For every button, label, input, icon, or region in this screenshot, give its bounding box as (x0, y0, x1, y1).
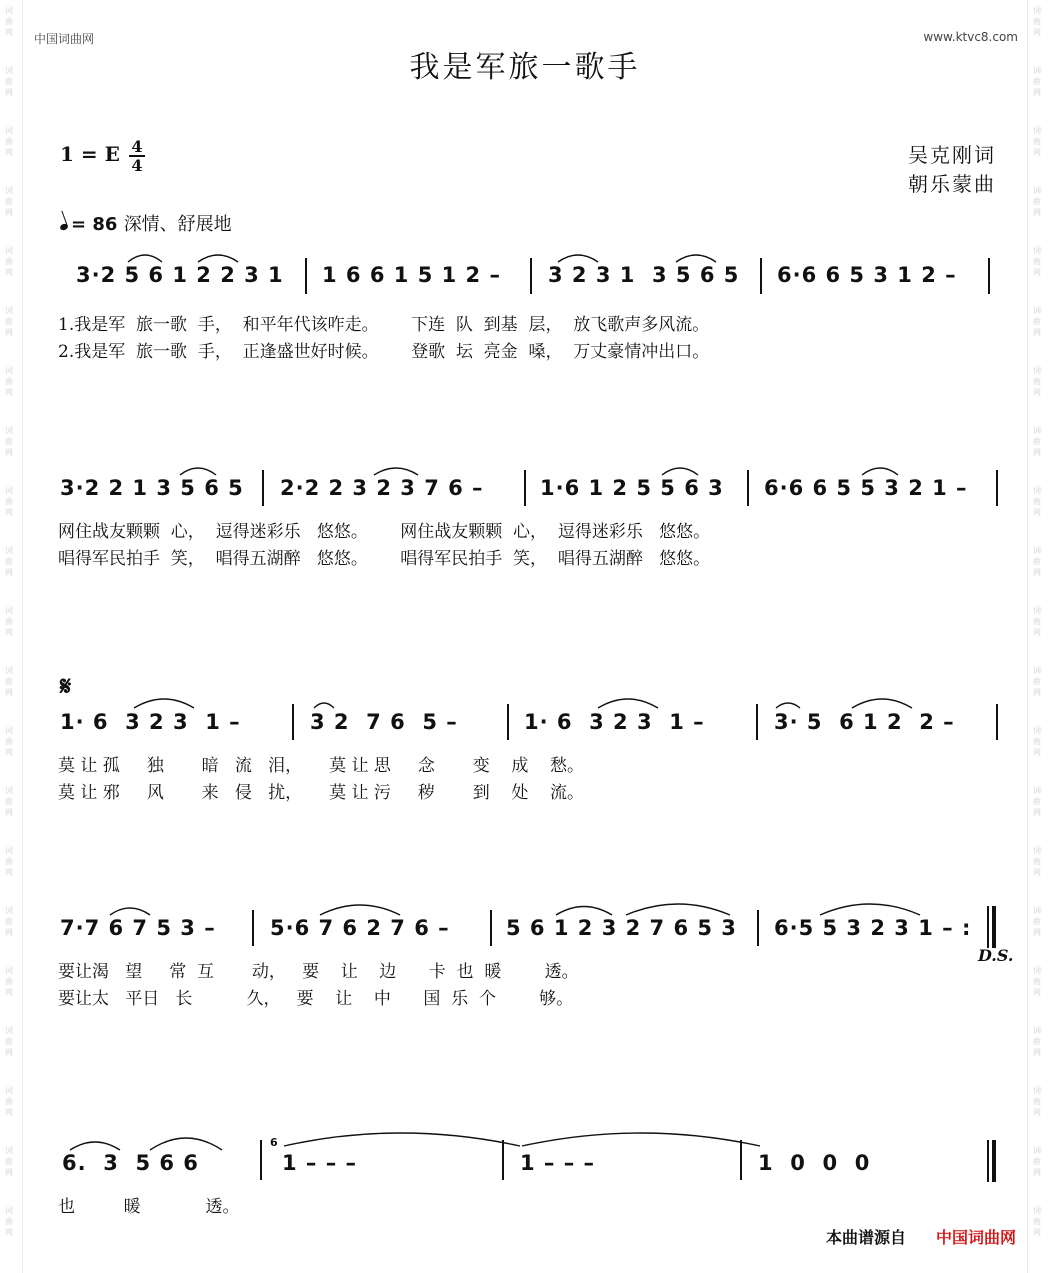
watermark-char: 词 (1033, 546, 1041, 555)
watermark-char: 词 (5, 306, 13, 315)
watermark-char: 词 (1033, 666, 1041, 675)
watermark-char: 词 (1033, 786, 1041, 795)
watermark-char: 词 (5, 1206, 13, 1215)
key-signature: 1 = E (60, 142, 120, 166)
lyric-line-1: 也 暖 透。 (58, 1197, 240, 1217)
watermark-char: 网 (1033, 28, 1041, 37)
tempo-expression: 深情、舒展地 (123, 214, 232, 235)
watermark-char: 曲 (5, 137, 13, 146)
watermark-char: 网 (5, 928, 13, 937)
watermark-char: 曲 (1033, 497, 1041, 506)
watermark-char: 曲 (1033, 917, 1041, 926)
watermark-char: 网 (5, 448, 13, 457)
watermark-char: 曲 (1033, 617, 1041, 626)
watermark-char: 曲 (1033, 437, 1041, 446)
watermark-char: 词 (1033, 966, 1041, 975)
watermark-char: 词 (5, 726, 13, 735)
watermark-char: 词 (5, 1026, 13, 1035)
watermark-char: 词 (5, 6, 13, 15)
watermark-char: 曲 (5, 257, 13, 266)
measure-19: 1 – – – (520, 1151, 596, 1175)
measure-13: 7·7 6 7 5 3 – (60, 916, 216, 940)
watermark-char: 曲 (1033, 1157, 1041, 1166)
watermark-char: 词 (5, 126, 13, 135)
site-url-right: www.ktvc8.com (923, 30, 1018, 44)
watermark-char: 曲 (5, 617, 13, 626)
measure-12: 3· 5 6 1 2 2 – (774, 710, 955, 734)
watermark-char: 词 (1033, 126, 1041, 135)
watermark-char: 网 (1033, 928, 1041, 937)
watermark-char: 曲 (5, 857, 13, 866)
lyric-line-1: 莫 让 孤 独 暗 流 泪， 莫 让 思 念 变 成 愁。 (58, 756, 584, 776)
watermark-char: 网 (1033, 448, 1041, 457)
measure-9: 1· 6 3 2 3 1 – (60, 710, 241, 734)
watermark-char: 曲 (5, 677, 13, 686)
watermark-char: 词 (1033, 846, 1041, 855)
watermark-char: 曲 (1033, 137, 1041, 146)
watermark-char: 词 (5, 1086, 13, 1095)
watermark-char: 曲 (1033, 677, 1041, 686)
dal-segno-mark: D.S. (978, 946, 1014, 965)
watermark-char: 网 (1033, 1048, 1041, 1057)
watermark-char: 曲 (5, 1037, 13, 1046)
measure-5: 3·2 2 1 3 5 6 5 (60, 476, 244, 500)
lyric-line-2: 莫 让 邪 风 来 侵 扰， 莫 让 污 秽 到 处 流。 (58, 783, 584, 803)
measure-20: 1 0 0 0 (758, 1151, 871, 1175)
watermark-char: 词 (1033, 246, 1041, 255)
watermark-char: 词 (1033, 6, 1041, 15)
watermark-char: 网 (5, 868, 13, 877)
watermark-char: 网 (5, 148, 13, 157)
watermark-char: 网 (5, 808, 13, 817)
watermark-char: 网 (5, 628, 13, 637)
watermark-char: 网 (1033, 1228, 1041, 1237)
watermark-char: 词 (5, 786, 13, 795)
watermark-char: 词 (5, 186, 13, 195)
watermark-char: 网 (5, 568, 13, 577)
watermark-char: 曲 (5, 437, 13, 446)
lyric-line-2: 要让太 平日 长 久， 要 让 中 国 乐 个 够。 (58, 989, 574, 1009)
watermark-char: 曲 (5, 737, 13, 746)
measure-1: 3·2 5 6 1 2 2 3 1 (76, 263, 284, 287)
measure-3: 3 2 3 1 3 5 6 5 (548, 263, 740, 287)
watermark-char: 网 (5, 88, 13, 97)
watermark-char: 网 (1033, 808, 1041, 817)
watermark-char: 网 (1033, 208, 1041, 217)
watermark-char: 词 (1033, 366, 1041, 375)
watermark-char: 网 (1033, 508, 1041, 517)
composer-credit: 朝乐蒙曲 (908, 172, 996, 196)
watermark-char: 网 (1033, 748, 1041, 757)
measure-10: 3 2 7 6 5 – (310, 710, 458, 734)
watermark-char: 网 (5, 28, 13, 37)
watermark-char: 词 (1033, 426, 1041, 435)
watermark-char: 曲 (1033, 257, 1041, 266)
watermark-char: 网 (5, 268, 13, 277)
time-signature-bottom: 4 (131, 156, 143, 175)
watermark-char: 网 (1033, 1108, 1041, 1117)
watermark-char: 网 (5, 1048, 13, 1057)
watermark-char: 词 (1033, 1026, 1041, 1035)
measure-11: 1· 6 3 2 3 1 – (524, 710, 705, 734)
watermark-char: 网 (1033, 688, 1041, 697)
lyric-line-1: 1.我是军 旅一歌 手， 和平年代该咋走。 下连 队 到基 层， 放飞歌声多风流。 (58, 315, 710, 335)
watermark-char: 词 (1033, 606, 1041, 615)
watermark-char: 词 (1033, 1206, 1041, 1215)
watermark-char: 曲 (5, 917, 13, 926)
watermark-char: 网 (5, 388, 13, 397)
measure-15: 5 6 1 2 3 2 7 6 5 3 (506, 916, 737, 940)
watermark-char: 词 (5, 426, 13, 435)
watermark-char: 词 (5, 906, 13, 915)
watermark-char: 词 (1033, 1146, 1041, 1155)
watermark-char: 网 (5, 688, 13, 697)
watermark-char: 词 (5, 486, 13, 495)
watermark-char: 词 (1033, 186, 1041, 195)
watermark-char: 词 (5, 246, 13, 255)
watermark-char: 网 (1033, 988, 1041, 997)
watermark-char: 曲 (1033, 977, 1041, 986)
lyric-line-2: 2.我是军 旅一歌 手， 正逢盛世好时候。 登歌 坛 亮金 嗓， 万丈豪情冲出口。 (58, 342, 710, 362)
watermark-char: 曲 (1033, 77, 1041, 86)
watermark-char: 曲 (1033, 797, 1041, 806)
watermark-char: 曲 (5, 497, 13, 506)
watermark-char: 曲 (5, 797, 13, 806)
watermark-char: 网 (5, 508, 13, 517)
watermark-char: 网 (1033, 328, 1041, 337)
watermark-char: 网 (5, 1108, 13, 1117)
watermark-char: 曲 (5, 1157, 13, 1166)
watermark-char: 曲 (5, 1097, 13, 1106)
watermark-char: 网 (1033, 1168, 1041, 1177)
watermark-char: 网 (1033, 568, 1041, 577)
watermark-char: 词 (5, 966, 13, 975)
watermark-char: 网 (1033, 868, 1041, 877)
watermark-char: 网 (1033, 268, 1041, 277)
watermark-char: 词 (5, 666, 13, 675)
measure-17: 6. 3 5 6 6 (62, 1151, 199, 1175)
watermark-char: 词 (5, 1146, 13, 1155)
watermark-char: 曲 (1033, 1037, 1041, 1046)
watermark-char: 网 (5, 328, 13, 337)
watermark-char: 网 (1033, 628, 1041, 637)
measure-4: 6·6 6 5 3 1 2 – (777, 263, 957, 287)
measure-8: 6·6 6 5 5 3 2 1 – (764, 476, 968, 500)
lyric-line-2: 唱得军民拍手 笑， 唱得五湖醉 悠悠。 唱得军民拍手 笑， 唱得五湖醉 悠悠。 (58, 549, 711, 569)
watermark-char: 词 (5, 366, 13, 375)
watermark-char: 曲 (1033, 737, 1041, 746)
watermark-char: 曲 (5, 977, 13, 986)
watermark-char: 词 (1033, 1086, 1041, 1095)
watermark-char: 词 (5, 546, 13, 555)
watermark-char: 曲 (1033, 557, 1041, 566)
watermark-char: 曲 (5, 557, 13, 566)
site-name-left: 中国词曲网 (34, 32, 95, 46)
tempo-bpm: = 86 (71, 214, 118, 235)
watermark-char: 曲 (1033, 857, 1041, 866)
watermark-char: 网 (5, 1168, 13, 1177)
watermark-char: 曲 (1033, 317, 1041, 326)
measure-2: 1 6 6 1 5 1 2 – (322, 263, 501, 287)
watermark-char: 网 (5, 748, 13, 757)
watermark-char: 曲 (5, 17, 13, 26)
watermark-char: 网 (1033, 148, 1041, 157)
watermark-char: 曲 (5, 317, 13, 326)
watermark-char: 网 (5, 1228, 13, 1237)
watermark-char: 曲 (5, 77, 13, 86)
watermark-char: 词 (5, 66, 13, 75)
watermark-char: 词 (1033, 726, 1041, 735)
watermark-char: 曲 (1033, 1097, 1041, 1106)
watermark-char: 曲 (5, 377, 13, 386)
watermark-char: 词 (1033, 306, 1041, 315)
footer-source-label: 本曲谱源自 (825, 1228, 906, 1247)
watermark-char: 词 (1033, 66, 1041, 75)
song-title: 我是军旅一歌手 (409, 50, 641, 85)
lyric-line-1: 网住战友颗颗 心， 逗得迷彩乐 悠悠。 网住战友颗颗 心， 逗得迷彩乐 悠悠。 (58, 522, 711, 542)
watermark-char: 网 (1033, 88, 1041, 97)
lyric-line-1: 要让渴 望 常 互 动， 要 让 边 卡 也 暖 透。 (58, 962, 579, 982)
watermark-char: 网 (1033, 388, 1041, 397)
watermark-char: 曲 (1033, 197, 1041, 206)
watermark-char: 曲 (1033, 1217, 1041, 1226)
watermark-char: 曲 (5, 1217, 13, 1226)
watermark-char: 词 (5, 606, 13, 615)
watermark-char: 词 (5, 846, 13, 855)
watermark-char: 词 (1033, 486, 1041, 495)
grace-note: 6 (270, 1136, 279, 1149)
time-signature-top: 4 (131, 137, 143, 156)
measure-16: 6·5 5 3 2 3 1 – : (774, 916, 972, 940)
watermark-char: 网 (5, 988, 13, 997)
watermark-char: 曲 (1033, 17, 1041, 26)
measure-7: 1·6 1 2 5 5 6 3 (540, 476, 724, 500)
watermark-char: 曲 (5, 197, 13, 206)
watermark-char: 词 (1033, 906, 1041, 915)
footer-source-site-link[interactable]: 中国词曲网 (935, 1228, 1016, 1247)
measure-18: 1 – – – (282, 1151, 358, 1175)
lyricist-credit: 吴克刚词 (908, 143, 996, 167)
measure-6: 2·2 2 3 2 3 7 6 – (280, 476, 484, 500)
watermark-char: 曲 (1033, 377, 1041, 386)
measure-14: 5·6 7 6 2 7 6 – (270, 916, 450, 940)
segno-sign: 𝄋 (60, 672, 72, 702)
watermark-char: 网 (5, 208, 13, 217)
